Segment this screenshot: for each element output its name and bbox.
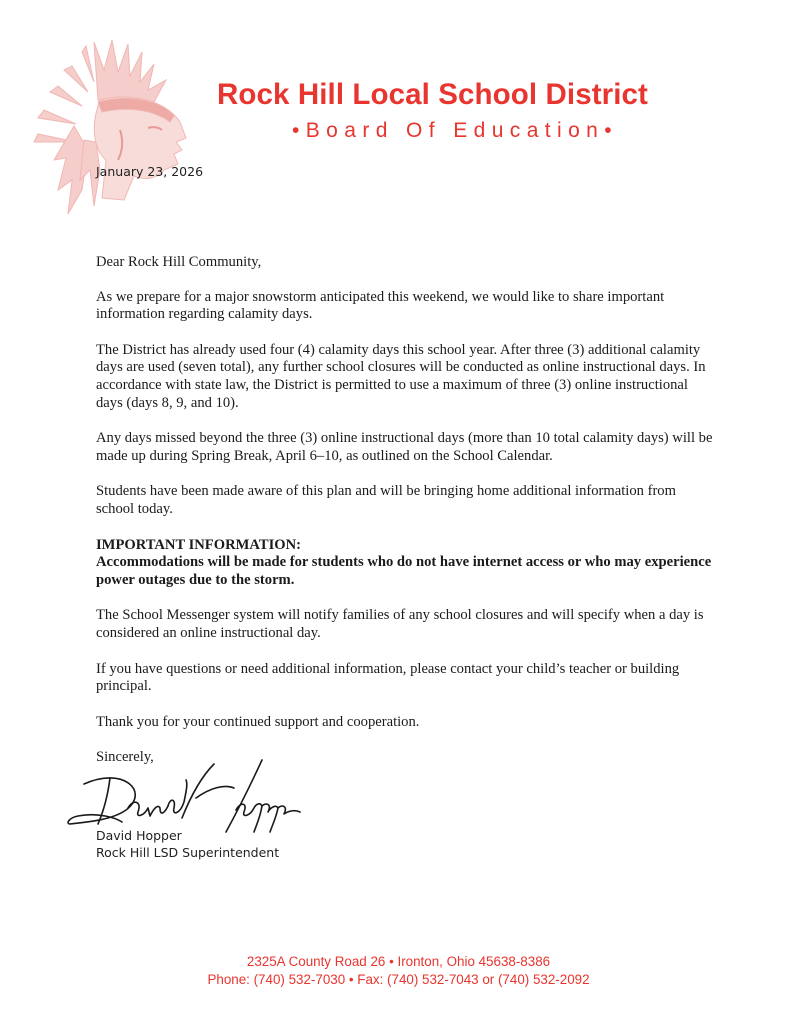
- paragraph-makeup-days: Any days missed beyond the three (3) online instructional days (more than 10 total calamity days) will be made up during Spring Break, April 6–10, as outlined on the School Calendar.: [96, 430, 713, 464]
- salutation: Dear Rock Hill Community,: [96, 254, 262, 270]
- district-logo-icon: [24, 30, 204, 220]
- footer-phones: Phone: (740) 532-7030 • Fax: (740) 532-7043 or (740) 532-2092: [207, 972, 590, 987]
- signer-title: Rock Hill LSD Superintendent: [96, 845, 280, 860]
- district-name: Rock Hill Local School District: [217, 78, 648, 111]
- important-information: [96, 537, 716, 590]
- paragraph-storm-intro: As we prepare for a major snowstorm anticipated this weekend, we would like to share important information regarding calamity days.: [96, 288, 665, 323]
- letter-date: January 23, 2026: [96, 164, 204, 179]
- footer-address: 2325A County Road 26 • Ironton, Ohio 45638-8386: [246, 954, 551, 969]
- closing: Sincerely,: [96, 749, 154, 766]
- paragraph-calamity-days: The District has already used four (4) calamity days this school year. After three (3) additional calamity days are used (seven total), any further school closures will be conducted as online instructional days. In accordance with state law, the District is permitted to use a maximum of three (3) online instructional days (days 8, 9, and 10).: [96, 341, 706, 411]
- board-of-education-line: •Board Of Education•: [292, 119, 618, 142]
- letterhead-footer: [0, 953, 791, 989]
- important-text: Accommodations will be made for students who do not have internet access or who may experience power outages due to the storm.: [96, 554, 712, 588]
- paragraph-school-messenger: The School Messenger system will notify families of any school closures and will specify when a day is considered an online instructional day.: [96, 607, 704, 641]
- paragraph-thanks: Thank you for your continued support and cooperation.: [96, 713, 420, 730]
- letter-body: [96, 254, 716, 785]
- signature: [64, 758, 304, 838]
- important-heading: IMPORTANT INFORMATION:: [96, 536, 302, 553]
- paragraph-contact: If you have questions or need additional information, please contact your child’s teacher or building principal.: [96, 660, 680, 695]
- paragraph-students-informed: Students have been made aware of this plan and will be bringing home additional information from school today.: [96, 483, 676, 517]
- signer-block: [96, 827, 279, 861]
- signer-name: David Hopper: [96, 828, 182, 843]
